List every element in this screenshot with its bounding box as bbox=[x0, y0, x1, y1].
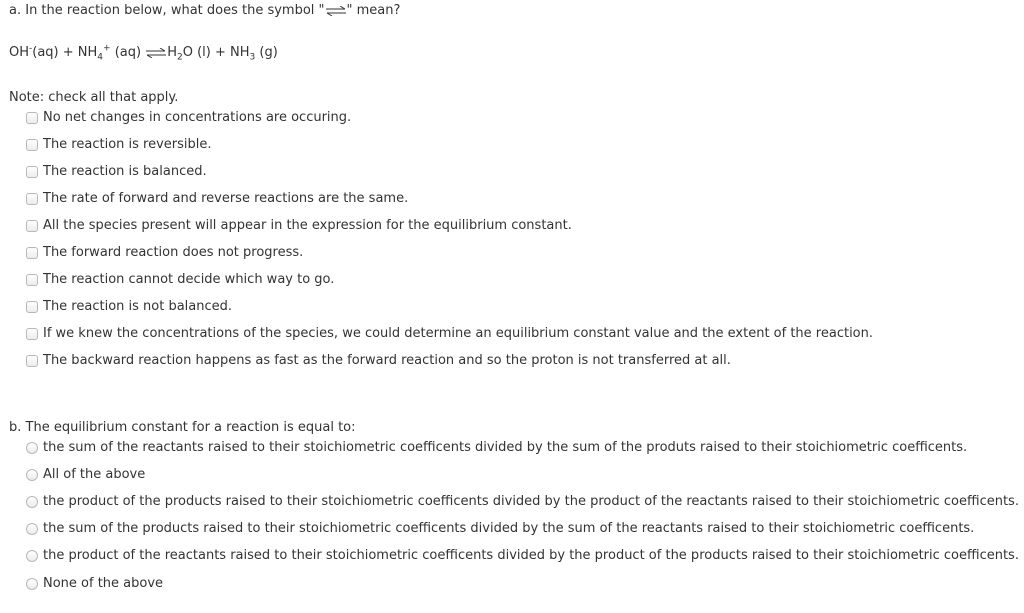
eq-nh4-sub: 4 bbox=[97, 52, 104, 63]
radio-button[interactable] bbox=[26, 442, 38, 454]
eq-oh: OH bbox=[9, 45, 30, 60]
eq-oh-charge: - bbox=[29, 43, 33, 54]
radio-label: the sum of the products raised to their stoichiometric coefficents divided by the sum of the reactants raised to their stoichiometric coefficents. bbox=[43, 521, 975, 536]
checkbox[interactable] bbox=[26, 301, 38, 313]
eq-h2o-h: H bbox=[167, 45, 178, 60]
radio-button[interactable] bbox=[26, 550, 38, 562]
checkbox[interactable] bbox=[26, 274, 38, 286]
checkbox-label: The forward reaction does not progress. bbox=[43, 245, 304, 260]
eq-h2o-rest: O (l) + NH bbox=[182, 45, 250, 60]
radio-label: the product of the reactants raised to their stoichiometric coefficents divided by the product of the products raised to their stoichiometric coefficents. bbox=[43, 548, 1019, 563]
question-b: b. The equilibrium constant for a reaction is equal to: bbox=[9, 420, 356, 435]
checkbox[interactable] bbox=[26, 193, 38, 205]
checkbox[interactable] bbox=[26, 328, 38, 340]
checkbox[interactable] bbox=[26, 112, 38, 124]
checkbox-label: The rate of forward and reverse reactions are the same. bbox=[43, 191, 409, 206]
radio-button[interactable] bbox=[26, 496, 38, 508]
question-a-text-after: " mean? bbox=[346, 3, 401, 18]
radio-label: None of the above bbox=[43, 576, 164, 591]
checkbox-label: No net changes in concentrations are occuring. bbox=[43, 110, 352, 125]
eq-oh-state: (aq) + NH bbox=[32, 45, 98, 60]
note-check-all: Note: check all that apply. bbox=[9, 90, 179, 105]
eq-nh3-sub: 3 bbox=[249, 52, 256, 63]
radio-label: the product of the products raised to their stoichiometric coefficents divided by the product of the reactants raised to their stoichiometric coefficents. bbox=[43, 494, 1019, 509]
radio-button[interactable] bbox=[26, 578, 38, 590]
checkbox[interactable] bbox=[26, 247, 38, 259]
checkbox-label: The reaction is balanced. bbox=[43, 164, 207, 179]
checkbox-label: The reaction is reversible. bbox=[43, 137, 212, 152]
checkbox-label: The reaction cannot decide which way to go. bbox=[43, 272, 335, 287]
checkbox[interactable] bbox=[26, 166, 38, 178]
radio-button[interactable] bbox=[26, 523, 38, 535]
checkbox[interactable] bbox=[26, 220, 38, 232]
eq-nh3-state: (g) bbox=[259, 45, 278, 60]
eq-h2o-sub: 2 bbox=[177, 52, 183, 63]
radio-button[interactable] bbox=[26, 469, 38, 481]
radio-label: the sum of the reactants raised to their stoichiometric coefficents divided by the sum of the produts raised to their stoichiometric coefficents. bbox=[43, 440, 968, 455]
checkbox-label: The reaction is not balanced. bbox=[43, 299, 233, 314]
checkbox-label: If we knew the concentrations of the species, we could determine an equilibrium constant value and the extent of the reaction. bbox=[43, 326, 874, 341]
eq-nh4-charge: + bbox=[103, 43, 111, 54]
question-a bbox=[9, 3, 400, 18]
question-a-text-before: a. In the reaction below, what does the symbol " bbox=[9, 3, 325, 18]
checkbox-label: All the species present will appear in the expression for the equilibrium constant. bbox=[43, 218, 572, 233]
checkbox[interactable] bbox=[26, 139, 38, 151]
equilibrium-arrows-icon bbox=[325, 6, 347, 16]
radio-label: All of the above bbox=[43, 467, 146, 482]
reaction-equation bbox=[9, 43, 278, 63]
equilibrium-arrows-icon bbox=[145, 48, 167, 58]
checkbox-label: The backward reaction happens as fast as the forward reaction and so the proton is not transferred at all. bbox=[43, 353, 731, 368]
checkbox[interactable] bbox=[26, 355, 38, 367]
eq-nh4-state: (aq) bbox=[114, 45, 142, 60]
